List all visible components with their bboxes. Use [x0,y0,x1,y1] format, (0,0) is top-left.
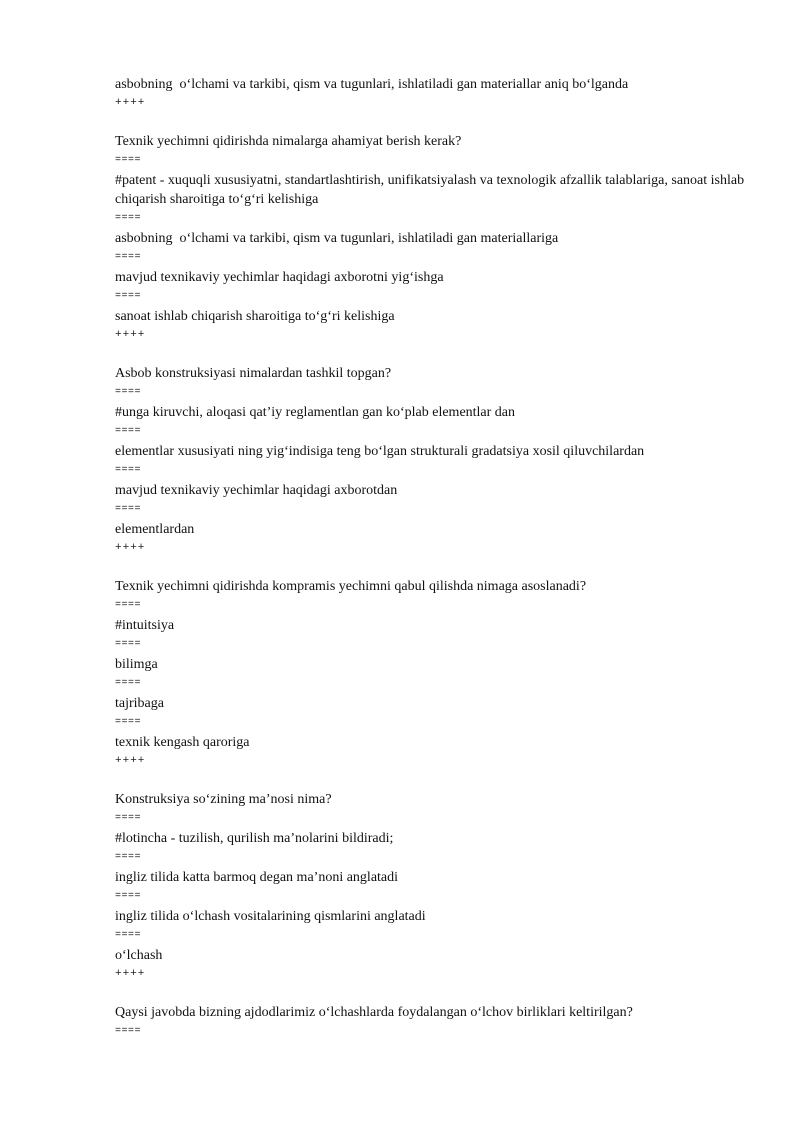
answer-option: #unga kiruvchi, aloqasi qat’iy reglamentlan gan ko‘plab elementlar dan [115,405,516,420]
question-text: Konstruksiya so‘zining ma’nosi nima? [115,792,332,807]
document-page [115,75,755,1042]
answer-option: elementlar xususiyati ning yig‘indisiga teng bo‘lgan strukturali gradatsiya xosil qiluvchilardan [115,444,645,459]
answer-option: #intuitsiya [115,618,175,633]
answer-option: #lotincha - tuzilish, qurilish ma’nolarini bildiradi; [115,831,394,846]
answer-option: bilimga [115,657,158,672]
end-marker: ++++ [115,542,146,554]
answer-option: mavjud texnikaviy yechimlar haqidagi axborotni yig‘ishga [115,270,444,285]
separator: ==== [115,678,142,689]
separator: ==== [115,1026,142,1037]
answer-option: ingliz tilida o‘lchash vositalarining qismlarini anglatadi [115,909,426,924]
block-gap [115,344,755,364]
separator: ==== [115,930,142,941]
block-gap [115,112,755,132]
question-text: Qaysi javobda bizning ajdodlarimiz o‘lchashlarda foydalangan o‘lchov birliklari keltirilgan? [115,1005,633,1020]
separator: ==== [115,252,142,263]
separator: ==== [115,291,142,302]
answer-option: sanoat ishlab chiqarish sharoitiga to‘g‘ri kelishiga [115,309,395,324]
separator: ==== [115,813,142,824]
answer-option: elementlardan [115,522,195,537]
separator: ==== [115,639,142,650]
block-gap [115,983,755,1003]
separator: ==== [115,600,142,611]
answer-option: o‘lchash [115,948,163,963]
answer-option: asbobning o‘lchami va tarkibi, qism va tugunlari, ishlatiladi gan materiallar aniq bo‘lganda [115,77,629,92]
question-text: Asbob konstruksiyasi nimalardan tashkil topgan? [115,366,392,381]
answer-option: #patent - xuquqli xususiyatni, standartlashtirish, unifikatsiyalash va texnologik afzallik talablariga, sanoat ishlab chiqarish sharoitiga to‘g‘ri kelishiga [115,173,748,207]
block-gap [115,557,755,577]
end-marker: ++++ [115,968,146,980]
answer-option: asbobning o‘lchami va tarkibi, qism va tugunlari, ishlatiladi gan materiallariga [115,231,559,246]
separator: ==== [115,465,142,476]
separator: ==== [115,426,142,437]
separator: ==== [115,155,142,166]
block-gap [115,770,755,790]
answer-option: texnik kengash qaroriga [115,735,250,750]
question-text: Texnik yechimni qidirishda nimalarga ahamiyat berish kerak? [115,134,462,149]
separator: ==== [115,717,142,728]
end-marker: ++++ [115,755,146,767]
separator: ==== [115,213,142,224]
question-text: Texnik yechimni qidirishda kompramis yechimni qabul qilishda nimaga asoslanadi? [115,579,587,594]
separator: ==== [115,504,142,515]
end-marker: ++++ [115,329,146,341]
answer-option: ingliz tilida katta barmoq degan ma’noni anglatadi [115,870,399,885]
separator: ==== [115,387,142,398]
separator: ==== [115,852,142,863]
answer-option: mavjud texnikaviy yechimlar haqidagi axborotdan [115,483,398,498]
answer-option: tajribaga [115,696,164,711]
separator: ==== [115,891,142,902]
end-marker: ++++ [115,97,146,109]
